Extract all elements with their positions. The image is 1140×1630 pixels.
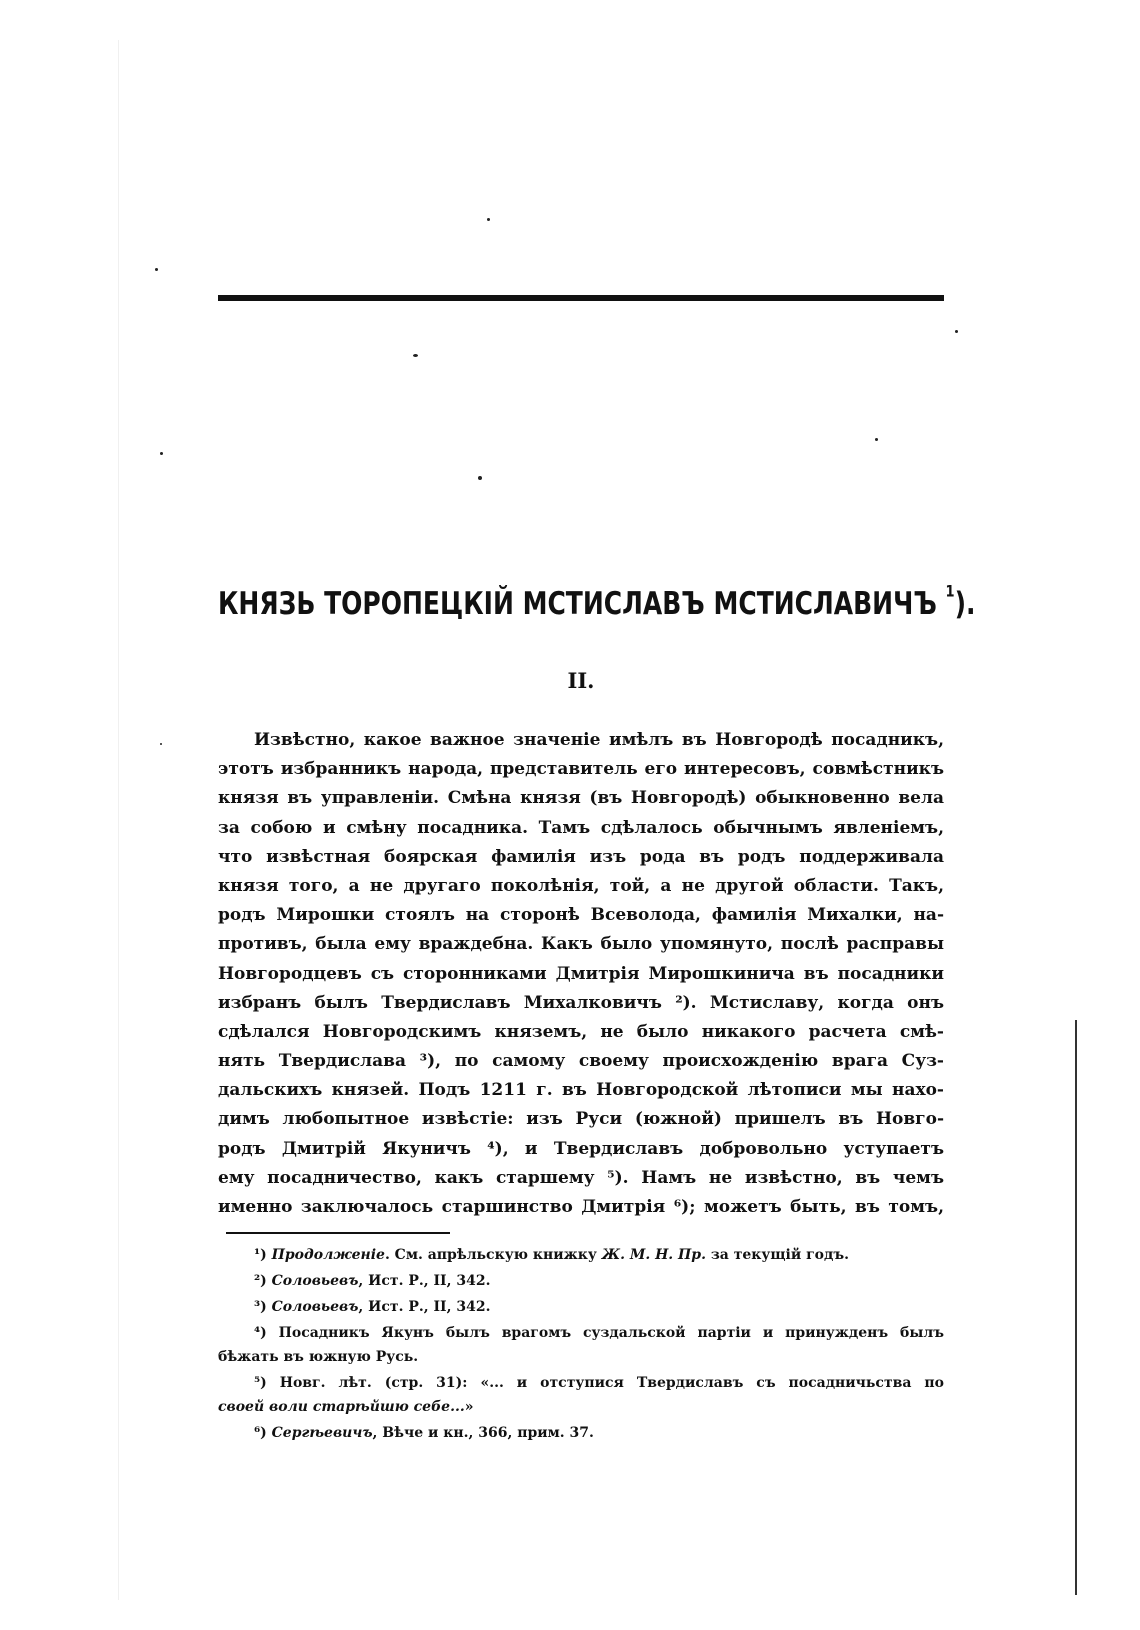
- body-paragraph: [218, 726, 944, 1222]
- footnote-text: »: [464, 1399, 474, 1415]
- body-line: сдѣлался Новгородскимъ княземъ, не было никакого расчета смѣ-: [218, 1021, 944, 1042]
- footnote-4-line-2: бѣжать въ южную Русь.: [218, 1349, 419, 1365]
- header-rule: [218, 295, 944, 301]
- footnote-italic: Сергѣевичъ: [271, 1425, 373, 1441]
- footnote-text: . См. апрѣльскую книжку: [384, 1247, 602, 1263]
- footnote-italic: Соловьевъ: [271, 1273, 359, 1289]
- body-line: противъ, была ему враждебна. Какъ было упомянуто, послѣ расправы: [218, 934, 944, 955]
- body-line: именно заключалось старшинство Дмитрія ⁶); можетъ быть, въ томъ,: [218, 1197, 944, 1217]
- footnote-italic: Продолженіе: [271, 1247, 385, 1263]
- body-line: нять Твердислава ³), по самому своему происхожденію врага Суз-: [218, 1051, 944, 1072]
- footnote-3: [218, 1294, 944, 1320]
- scan-speck: [478, 476, 482, 480]
- body-line: князя въ управленіи. Смѣна князя (въ Новгородѣ) обыкновенно вела: [218, 788, 944, 809]
- scan-speck: [413, 354, 418, 357]
- body-line: димъ любопытное извѣстіе: изъ Руси (южной) пришелъ въ Новго-: [218, 1109, 944, 1130]
- body-line: ему посадничество, какъ старшему ⁵). Намъ не извѣстно, въ чемъ: [218, 1167, 944, 1188]
- footnote-mark: ¹): [254, 1247, 272, 1263]
- body-line: родъ Мирошки стоялъ на сторонѣ Всеволода, фамилія Михалки, на-: [218, 905, 944, 926]
- footnote-text: за текущій годъ.: [705, 1247, 849, 1263]
- footnote-6: [218, 1420, 944, 1446]
- body-line: что извѣстная боярская фамилія изъ рода въ родъ поддерживала: [218, 846, 944, 867]
- title-footnote-mark: 1: [945, 582, 955, 602]
- footnote-text: , Ист. Р., II, 342.: [358, 1273, 491, 1289]
- chapter-title-text: КНЯЗЬ ТОРОПЕЦКІЙ МСТИСЛАВЪ МСТИСЛАВИЧЪ: [218, 585, 937, 622]
- scan-speck: [160, 452, 163, 455]
- footnotes: [218, 1242, 944, 1446]
- footnote-mark: ²): [254, 1273, 272, 1289]
- footnote-text: , Вѣче и кн., 366, прим. 37.: [372, 1425, 594, 1441]
- section-number: II.: [567, 668, 595, 693]
- body-line: дальскихъ князей. Подъ 1211 г. въ Новгородской лѣтописи мы нахо-: [218, 1080, 944, 1101]
- scan-speck: [155, 268, 158, 271]
- footnote-rule: [226, 1232, 450, 1234]
- scan-edge-faint: [118, 40, 119, 1600]
- scan-speck: [487, 218, 490, 221]
- footnote-italic: Соловьевъ: [271, 1299, 359, 1315]
- scan-speck: [955, 330, 958, 333]
- body-line: за собою и смѣну посадника. Тамъ сдѣлалось обычнымъ явленіемъ,: [218, 817, 944, 838]
- scan-edge-line: [1075, 1020, 1077, 1595]
- chapter-title: [218, 582, 976, 622]
- title-closing: ).: [954, 585, 976, 622]
- body-line: князя того, а не другаго поколѣнія, той, а не другой области. Такъ,: [218, 875, 944, 896]
- body-line: Извѣстно, какое важное значеніе имѣлъ въ Новгородѣ посадникъ,: [254, 730, 944, 750]
- footnote-italic: Ж. М. Н. Пр.: [601, 1247, 706, 1263]
- scan-speck: [875, 438, 878, 441]
- body-line: Новгородцевъ съ сторонниками Дмитрія Мирошкинича въ посадники: [218, 963, 944, 984]
- body-line: родъ Дмитрій Якуничъ ⁴), и Твердиславъ добровольно уступаетъ: [218, 1138, 944, 1159]
- scan-speck: [160, 743, 162, 745]
- footnote-text: , Ист. Р., II, 342.: [358, 1299, 491, 1315]
- body-line: этотъ избранникъ народа, представитель его интересовъ, совмѣстникъ: [218, 759, 944, 780]
- footnote-1: [218, 1242, 944, 1268]
- body-line: избранъ былъ Твердиславъ Михалковичъ ²). Мстиславу, когда онъ: [218, 992, 944, 1013]
- footnote-4-line-1: ⁴) Посадникъ Якунъ былъ врагомъ суздальской партіи и принужденъ былъ: [254, 1325, 944, 1341]
- footnote-5-line-1: ⁵) Новг. лѣт. (стр. 31): «... и отступися Твердиславъ съ посадничьства по: [254, 1375, 944, 1391]
- footnote-mark: ⁶): [254, 1425, 272, 1441]
- footnote-italic: своей воли старѣйшю себе...: [218, 1399, 465, 1415]
- footnote-mark: ³): [254, 1299, 272, 1315]
- footnote-5-line-2: [218, 1394, 944, 1420]
- footnote-2: [218, 1268, 944, 1294]
